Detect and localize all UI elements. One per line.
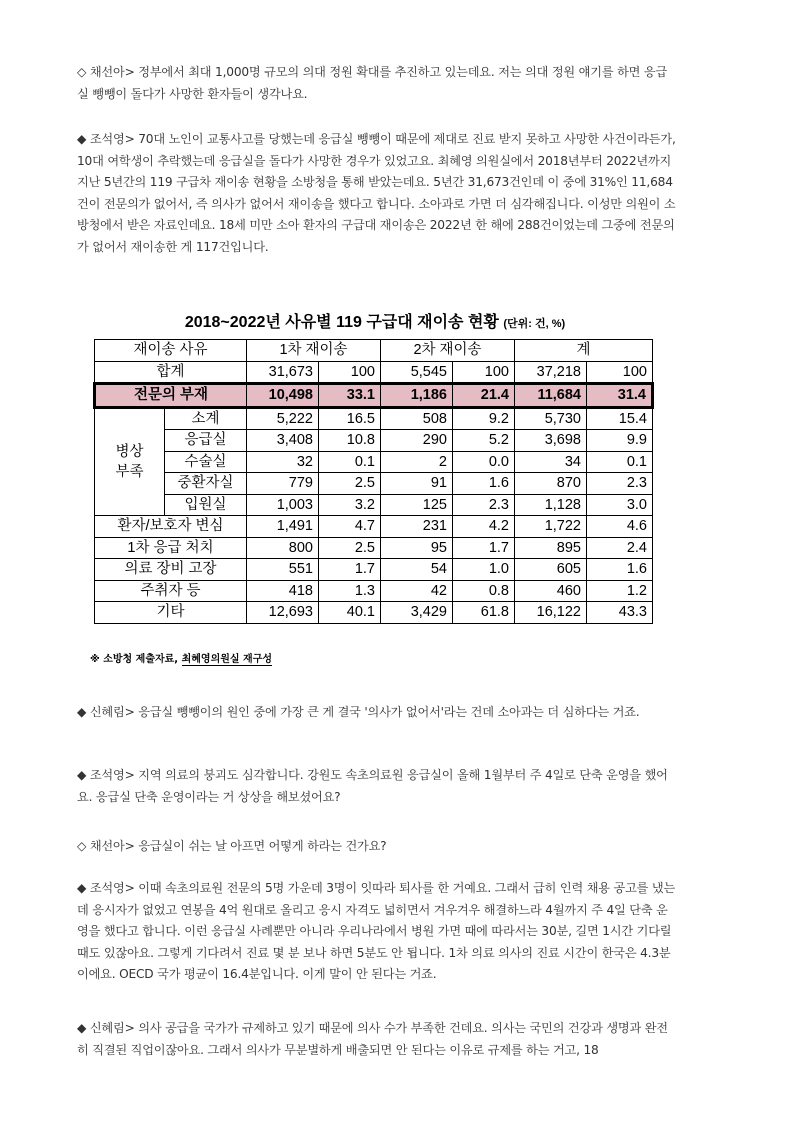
table-row-bed-er bbox=[95, 430, 653, 452]
table-row-bed-or bbox=[95, 451, 653, 473]
cell: 9.9 bbox=[587, 430, 653, 452]
table-title bbox=[95, 309, 655, 332]
cell: 418 bbox=[247, 580, 319, 602]
header-reason: 재이송 사유 bbox=[95, 340, 247, 362]
cell: 1.7 bbox=[453, 537, 515, 559]
cell: 0.0 bbox=[453, 451, 515, 473]
cell: 290 bbox=[381, 430, 453, 452]
paragraph-cho-2: ◆ 조석영> 지역 의료의 붕괴도 심각합니다. 강원도 속초의료원 응급실이 올해 1월부터 주 4일로 단축 운영을 했어요. 응급실 단축 운영이라는 거 상상을 해보셨어요? bbox=[77, 768, 668, 804]
cell: 125 bbox=[381, 494, 453, 516]
cell: 10.8 bbox=[319, 430, 381, 452]
group-label-line2: 부족 bbox=[115, 463, 144, 480]
cell: 31,673 bbox=[247, 361, 319, 384]
cell: 779 bbox=[247, 473, 319, 495]
cell: 10,498 bbox=[247, 384, 319, 408]
cell: 1.2 bbox=[587, 580, 653, 602]
cell: 2.5 bbox=[319, 537, 381, 559]
cell: 12,693 bbox=[247, 602, 319, 624]
cell: 4.2 bbox=[453, 516, 515, 538]
cell: 0.1 bbox=[319, 451, 381, 473]
cell: 508 bbox=[381, 407, 453, 430]
retransport-table bbox=[93, 339, 654, 624]
cell: 33.1 bbox=[319, 384, 381, 408]
table-header-row bbox=[95, 340, 653, 362]
cell: 2.4 bbox=[587, 537, 653, 559]
cell: 9.2 bbox=[453, 407, 515, 430]
cell: 16.5 bbox=[319, 407, 381, 430]
cell: 605 bbox=[515, 559, 587, 581]
row-label: 중환자실 bbox=[165, 473, 247, 495]
cell: 870 bbox=[515, 473, 587, 495]
table-row-specialist-absent bbox=[95, 384, 653, 408]
cell: 0.8 bbox=[453, 580, 515, 602]
cell: 1,128 bbox=[515, 494, 587, 516]
row-label: 합계 bbox=[95, 361, 247, 384]
cell: 4.6 bbox=[587, 516, 653, 538]
cell: 1.7 bbox=[319, 559, 381, 581]
cell: 11,684 bbox=[515, 384, 587, 408]
group-label-line1: 병상 bbox=[115, 443, 144, 460]
cell: 0.1 bbox=[587, 451, 653, 473]
cell: 5,222 bbox=[247, 407, 319, 430]
row-label: 입원실 bbox=[165, 494, 247, 516]
cell: 37,218 bbox=[515, 361, 587, 384]
cell: 34 bbox=[515, 451, 587, 473]
cell: 4.7 bbox=[319, 516, 381, 538]
cell: 5.2 bbox=[453, 430, 515, 452]
cell: 16,122 bbox=[515, 602, 587, 624]
row-label: 전문의 부재 bbox=[95, 384, 247, 408]
cell: 95 bbox=[381, 537, 453, 559]
cell: 2 bbox=[381, 451, 453, 473]
cell: 15.4 bbox=[587, 407, 653, 430]
cell: 551 bbox=[247, 559, 319, 581]
cell: 3.0 bbox=[587, 494, 653, 516]
row-label: 주취자 등 bbox=[95, 580, 247, 602]
cell: 895 bbox=[515, 537, 587, 559]
cell: 2.3 bbox=[453, 494, 515, 516]
table-row-first-aid bbox=[95, 537, 653, 559]
row-label: 응급실 bbox=[165, 430, 247, 452]
group-label-bed-shortage bbox=[95, 407, 165, 516]
table-row-bed-subtotal bbox=[95, 407, 653, 430]
cell: 1,491 bbox=[247, 516, 319, 538]
cell: 460 bbox=[515, 580, 587, 602]
paragraph-chae-1: ◇ 채선아> 정부에서 최대 1,000명 규모의 의대 정원 확대를 추진하고 있는데요. 저는 의대 정원 얘기를 하면 응급실 뺑뺑이 돌다가 사망한 환자들이 생각나요. bbox=[77, 65, 668, 101]
source-prefix: ※ 소방청 제출자료, bbox=[90, 654, 179, 665]
row-label: 1차 응급 처치 bbox=[95, 537, 247, 559]
cell: 100 bbox=[319, 361, 381, 384]
cell: 1.6 bbox=[587, 559, 653, 581]
cell: 5,545 bbox=[381, 361, 453, 384]
cell: 21.4 bbox=[453, 384, 515, 408]
cell: 40.1 bbox=[319, 602, 381, 624]
table-row-equipment-failure bbox=[95, 559, 653, 581]
table-row-change-of-mind bbox=[95, 516, 653, 538]
cell: 800 bbox=[247, 537, 319, 559]
cell: 42 bbox=[381, 580, 453, 602]
header-first: 1차 재이송 bbox=[247, 340, 381, 362]
paragraph-chae-2: ◇ 채선아> 응급실이 쉬는 날 아프면 어떻게 하라는 건가요? bbox=[77, 839, 387, 853]
cell: 32 bbox=[247, 451, 319, 473]
paragraph-shin-1: ◆ 신혜림> 응급실 뺑뺑이의 원인 중에 가장 큰 게 결국 '의사가 없어서'라는 건데 소아과는 더 심하다는 거죠. bbox=[77, 705, 640, 719]
table-row-intoxicated bbox=[95, 580, 653, 602]
header-total: 계 bbox=[515, 340, 653, 362]
row-label: 기타 bbox=[95, 602, 247, 624]
table-unit: (단위: 건, %) bbox=[503, 318, 566, 330]
source-main: 최혜영의원실 재구성 bbox=[181, 654, 273, 665]
cell: 1.3 bbox=[319, 580, 381, 602]
row-label: 환자/보호자 변심 bbox=[95, 516, 247, 538]
row-label: 수술실 bbox=[165, 451, 247, 473]
table-source-note bbox=[90, 650, 272, 665]
cell: 54 bbox=[381, 559, 453, 581]
header-second: 2차 재이송 bbox=[381, 340, 515, 362]
cell: 100 bbox=[587, 361, 653, 384]
paragraph-shin-2: ◆ 신혜림> 의사 공급을 국가가 규제하고 있기 때문에 의사 수가 부족한 건데요. 의사는 국민의 건강과 생명과 완전히 직결된 직업이잖아요. 그래서 의사가 무분별하게 배출되면 안 된다는 이유로 규제를 하는 거고, 18 bbox=[77, 1021, 668, 1057]
cell: 61.8 bbox=[453, 602, 515, 624]
cell: 1,186 bbox=[381, 384, 453, 408]
paragraph-cho-3: ◆ 조석영> 이때 속초의료원 전문의 5명 가운데 3명이 잇따라 퇴사를 한 거예요. 그래서 급히 인력 채용 공고를 냈는데 응시자가 없었고 연봉을 4억 원대로 올리고 응시 자격도 넓히면서 겨우겨우 해결하느라 4월까지 주 4일 단축 운영을 했다고 합니다. 이런 응급실 사례뿐만 아니라 우리나라에서 병원 가면 때에 따라서는 30분, 길면 1시간 기다릴 때도 있잖아요. 그렇게 기다려서 진료 몇 분 보나 하면 5분도 안 됩니다. 1차 의료 의사의 진료 시간이 한국은 4.3분이에요. OECD 국가 평균이 16.4분입니다. 이게 말이 안 된다는 거죠. bbox=[77, 881, 676, 981]
paragraph-cho-1: ◆ 조석영> 70대 노인이 교통사고를 당했는데 응급실 뺑뺑이 때문에 제대로 진료 받지 못하고 사망한 사건이라든가, 10대 여학생이 추락했는데 응급실을 돌다가 사망한 경우가 있었고요. 최혜영 의원실에서 2018년부터 2022년까지 지난 5년간의 119 구급차 재이송 현황을 소방청을 통해 받았는데요. 5년간 31,673건인데 이 중에 31%인 11,684건이 전문의가 없어서, 즉 의사가 없어서 재이송을 했다고 합니다. 소아과로 가면 더 심각해집니다. 이성만 의원이 소방청에서 받은 자료인데요. 18세 미만 소아 환자의 구급대 재이송은 2022년 한 해에 288건이었는데 그중에 전문의가 없어서 재이송한 게 117건입니다. bbox=[77, 132, 676, 254]
cell: 31.4 bbox=[587, 384, 653, 408]
cell: 3,408 bbox=[247, 430, 319, 452]
cell: 43.3 bbox=[587, 602, 653, 624]
table-row-total bbox=[95, 361, 653, 384]
cell: 1.0 bbox=[453, 559, 515, 581]
row-label: 의료 장비 고장 bbox=[95, 559, 247, 581]
cell: 3,698 bbox=[515, 430, 587, 452]
cell: 231 bbox=[381, 516, 453, 538]
table-row-bed-ward bbox=[95, 494, 653, 516]
cell: 2.3 bbox=[587, 473, 653, 495]
row-label: 소계 bbox=[165, 407, 247, 430]
cell: 1.6 bbox=[453, 473, 515, 495]
table-title-text: 2018~2022년 사유별 119 구급대 재이송 현황 bbox=[184, 314, 499, 331]
cell: 3,429 bbox=[381, 602, 453, 624]
cell: 91 bbox=[381, 473, 453, 495]
cell: 100 bbox=[453, 361, 515, 384]
cell: 3.2 bbox=[319, 494, 381, 516]
cell: 1,722 bbox=[515, 516, 587, 538]
cell: 5,730 bbox=[515, 407, 587, 430]
cell: 1,003 bbox=[247, 494, 319, 516]
table-row-other bbox=[95, 602, 653, 624]
cell: 2.5 bbox=[319, 473, 381, 495]
table-row-bed-icu bbox=[95, 473, 653, 495]
